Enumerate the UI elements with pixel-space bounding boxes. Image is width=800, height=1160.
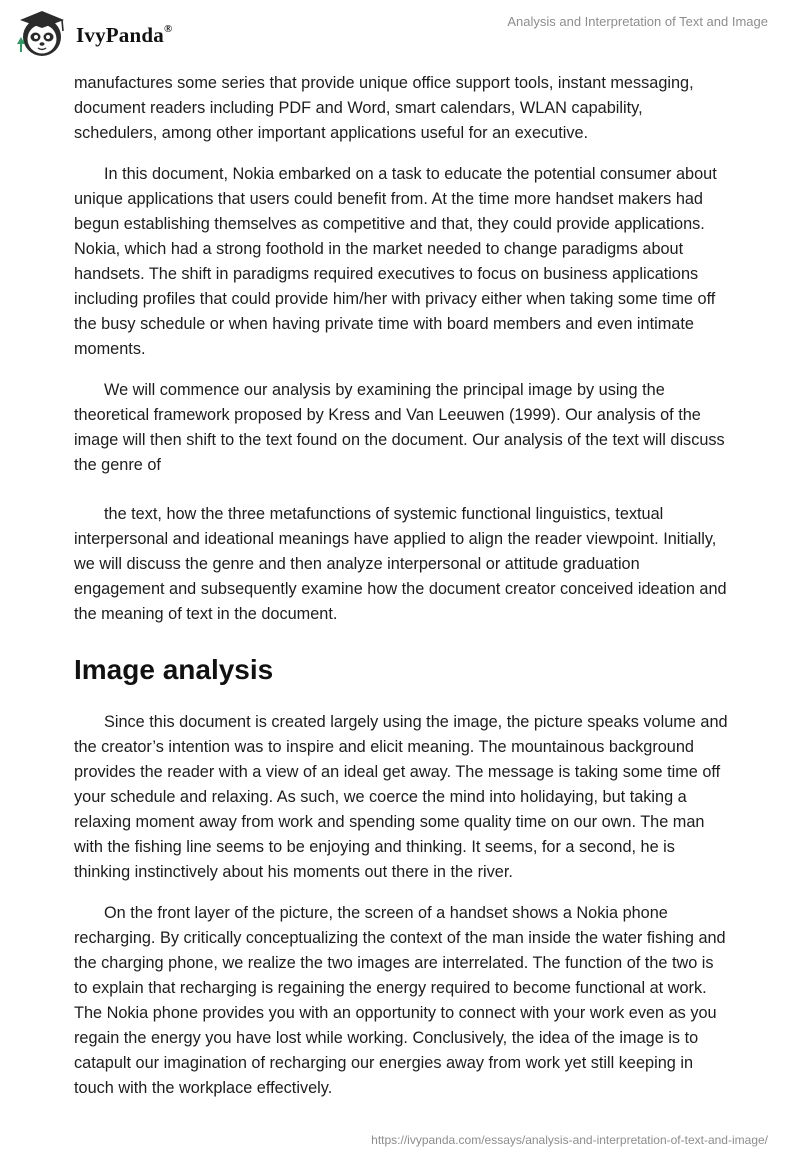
panda-logo-icon: [14, 6, 72, 60]
document-body: [74, 71, 730, 1101]
paragraph: manufactures some series that provide unique office support tools, instant messaging, document readers including PDF and Word, smart calendars, WLAN capability, schedulers, among other important applications useful for an executive.: [74, 74, 694, 142]
paragraph: On the front layer of the picture, the screen of a handset shows a Nokia phone recharging. By critically conceptualizing the context of the man inside the water fishing and the charging phone, we realize the two images are interrelated. The function of the two is to explain that recharging is regaining the energy required to become functional at work. The Nokia phone provides you with an opportunity to connect with your work even as you regain the energy you have lost while working. Conclusively, the idea of the image is to catapult our imagination of recharging our energies away from work yet still keeping in touch with the workplace effectively.: [74, 904, 726, 1097]
paragraph: We will commence our analysis by examining the principal image by using the theoretical framework proposed by Kress and Van Leeuwen (1999). Our analysis of the image will then shift to the text found on the document. Our analysis of the text will discuss the genre of: [74, 381, 725, 474]
brand-logo[interactable]: [14, 6, 172, 60]
document-title: Analysis and Interpretation of Text and Image: [507, 14, 768, 29]
paragraph: In this document, Nokia embarked on a task to educate the potential consumer about unique applications that users could benefit from. At the time more handset makers had begun establishing themselves as competitive and that, they could provide applications. Nokia, which had a strong foothold in the market needed to change paradigms about handsets. The shift in paradigms required executives to focus on business applications including profiles that could provide him/her with privacy either when taking some time off the busy schedule or when having private time with board members and even intimate moments.: [74, 165, 717, 358]
page-header: [0, 0, 800, 66]
brand-name: IvyPanda®: [76, 22, 173, 47]
section-heading: Image analysis: [74, 654, 274, 685]
source-url-link[interactable]: https://ivypanda.com/essays/analysis-and-interpretation-of-text-and-image/: [371, 1133, 768, 1147]
paragraph-continuation: the text, how the three metafunctions of systemic functional linguistics, textual interpersonal and ideational meanings have applied to align the reader viewpoint. Initially, we will discuss the genre and then analyze interpersonal or attitude graduation engagement and subsequently examine how the document creator conceived ideation and the meaning of text in the document.: [74, 505, 727, 623]
paragraph: Since this document is created largely using the image, the picture speaks volume and the creator’s intention was to inspire and elicit meaning. The mountainous background provides the reader with a view of an ideal get away. The message is taking some time off your schedule and relaxing. As such, we coerce the mind into holidaying, but taking a relaxing moment away from work and spending some quality time on our own. The man with the fishing line seems to be enjoying and thinking. It seems, for a second, he is thinking instinctively about his moments out there in the river.: [74, 713, 728, 881]
